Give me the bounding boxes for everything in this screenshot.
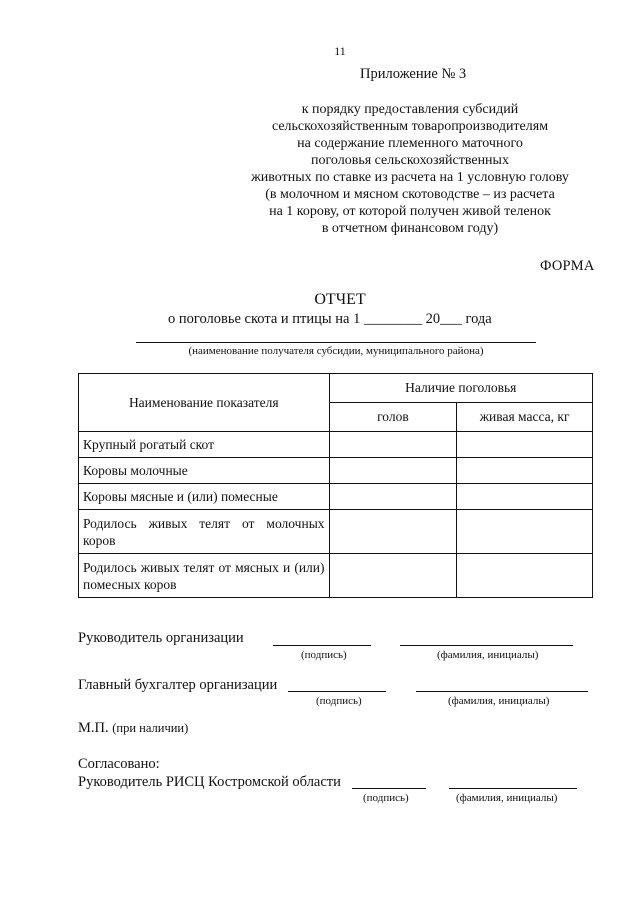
weight-cell[interactable] — [457, 510, 593, 554]
form-label: ФОРМА — [540, 258, 595, 274]
report-subtitle: о поголовье скота и птицы на 1 ________ 20___ года — [168, 311, 492, 327]
recipient-name-line[interactable] — [136, 342, 536, 343]
head-signature-line[interactable] — [273, 645, 371, 646]
stamp-place — [78, 720, 188, 737]
heads-cell[interactable] — [329, 510, 457, 554]
appendix-line: сельскохозяйственным товаропроизводителям — [271, 119, 549, 134]
weight-cell[interactable] — [457, 554, 593, 598]
stamp-note: (при наличии) — [112, 721, 189, 735]
recipient-caption: (наименование получателя субсидии, муниципального района) — [188, 345, 484, 357]
table-row — [79, 554, 593, 598]
head-name-caption: (фамилия, инициалы) — [437, 649, 539, 661]
row-label: Родилось живых телят от мясных и (или) помесных коров — [79, 554, 330, 598]
head-signature-caption: (подпись) — [301, 649, 347, 661]
row-label: Родилось живых телят от молочных коров — [79, 510, 330, 554]
head-of-organization-label: Руководитель организации — [78, 630, 244, 646]
accountant-name-caption: (фамилия, инициалы) — [448, 695, 550, 707]
chief-accountant-label: Главный бухгалтер организации — [78, 677, 278, 693]
appendix-line: в отчетном финансовом году) — [321, 221, 499, 236]
heads-cell[interactable] — [329, 554, 457, 598]
ricc-name-caption: (фамилия, инициалы) — [456, 792, 558, 804]
header-indicator: Наименование показателя — [79, 374, 330, 432]
heads-cell[interactable] — [329, 484, 457, 510]
stamp-label: М.П. — [78, 720, 109, 736]
weight-cell[interactable] — [457, 432, 593, 458]
accountant-signature-line[interactable] — [288, 691, 386, 692]
head-name-line[interactable] — [400, 645, 573, 646]
ricc-head-label: Руководитель РИСЦ Костромской области — [78, 774, 341, 790]
appendix-title: Приложение № 3 — [360, 66, 467, 82]
header-heads: голов — [329, 403, 457, 432]
ricc-signature-caption: (подпись) — [363, 792, 409, 804]
weight-cell[interactable] — [457, 484, 593, 510]
livestock-table — [78, 373, 593, 598]
row-label: Крупный рогатый скот — [79, 432, 330, 458]
page-number: 11 — [334, 44, 346, 58]
table-row — [79, 510, 593, 554]
row-label: Коровы мясные и (или) помесные — [79, 484, 330, 510]
appendix-line: поголовья сельскохозяйственных — [311, 153, 509, 168]
accountant-signature-caption: (подпись) — [316, 695, 362, 707]
appendix-line: на содержание племенного маточного — [297, 136, 523, 151]
report-title: ОТЧЕТ — [314, 291, 366, 308]
appendix-line: к порядку предоставления субсидий — [301, 102, 519, 117]
header-livestock-availability: Наличие поголовья — [329, 374, 592, 403]
appendix-line: животных по ставке из расчета на 1 условную голову — [251, 170, 569, 185]
accountant-name-line[interactable] — [416, 691, 588, 692]
appendix-line: (в молочном и мясном скотоводстве – из расчета — [265, 187, 555, 202]
heads-cell[interactable] — [329, 432, 457, 458]
row-label: Коровы молочные — [79, 458, 330, 484]
table-row — [79, 432, 593, 458]
weight-cell[interactable] — [457, 458, 593, 484]
table-row — [79, 458, 593, 484]
header-live-weight: живая масса, кг — [457, 403, 593, 432]
ricc-name-line[interactable] — [449, 788, 577, 789]
appendix-line: на 1 корову, от которой получен живой теленок — [269, 204, 551, 219]
ricc-signature-line[interactable] — [352, 788, 426, 789]
heads-cell[interactable] — [329, 458, 457, 484]
table-row — [79, 484, 593, 510]
appendix-description — [200, 101, 620, 237]
agreed-label: Согласовано: — [78, 756, 160, 772]
